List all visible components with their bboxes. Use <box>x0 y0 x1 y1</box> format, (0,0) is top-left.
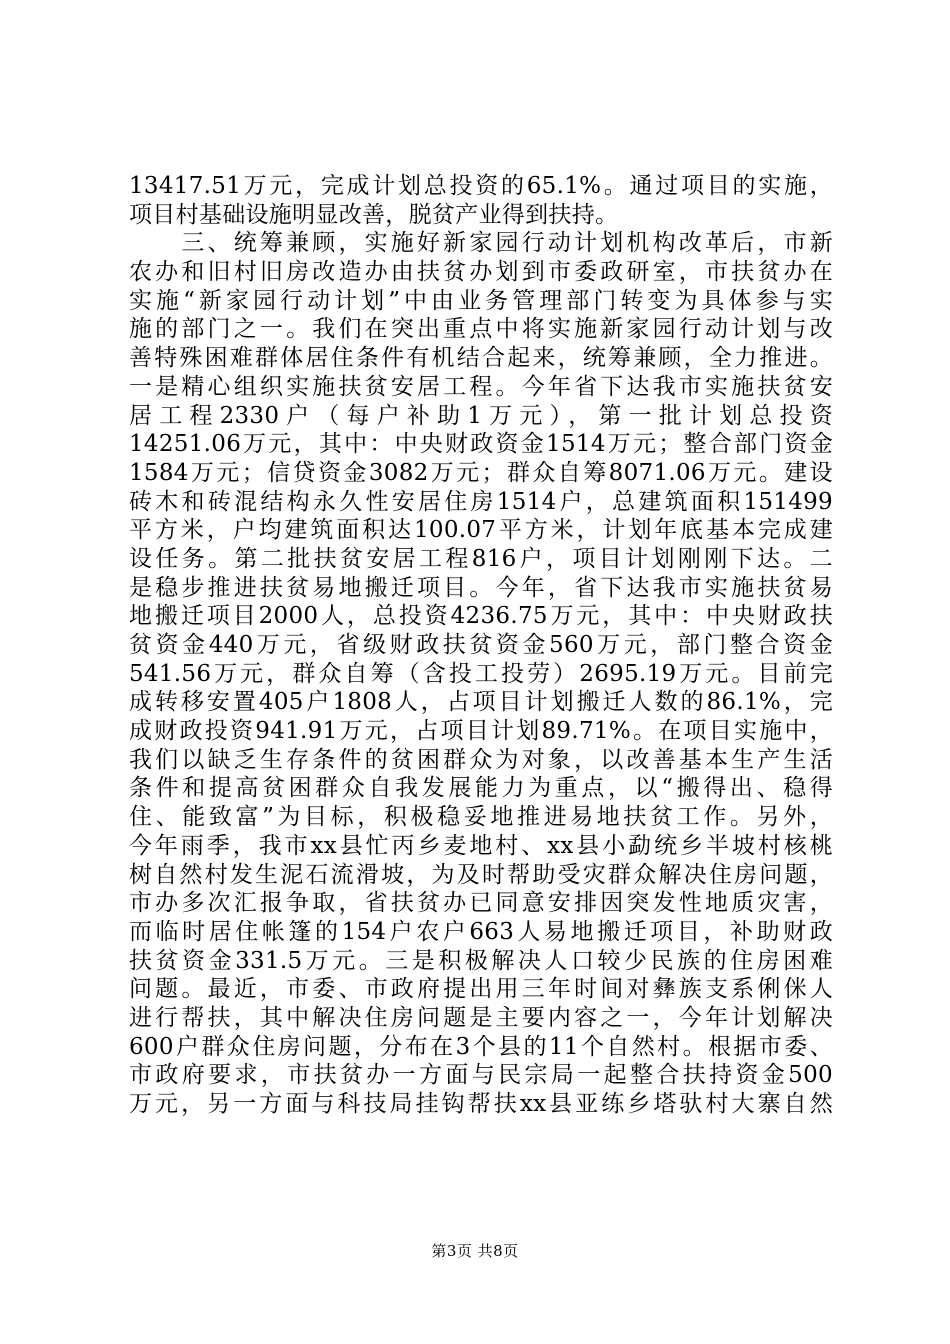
text-line: 成转移安置405户1808人，占项目计划搬迁人数的86.1%，完 <box>129 689 833 716</box>
text-line: 一是精心组织实施扶贫安居工程。今年省下达我市实施扶贫安 <box>129 373 833 400</box>
text-line: 三、统筹兼顾，实施好新家园行动计划机构改革后，市新 <box>129 230 833 257</box>
text-line: 541.56万元，群众自筹（含投工投劳）2695.19万元。目前完 <box>129 660 833 687</box>
text-line: 万元，另一方面与科技局挂钩帮扶xx县亚练乡塔驮村大寨自然 <box>129 1091 833 1117</box>
text-line: 树自然村发生泥石流滑坡，为及时帮助受灾群众解决住房问题， <box>129 861 833 888</box>
text-line: 条件和提高贫困群众自我发展能力为重点，以“搬得出、稳得 <box>129 775 833 802</box>
text-line: 施的部门之一。我们在突出重点中将实施新家园行动计划与改 <box>129 316 833 343</box>
text-line: 扶贫资金331.5万元。三是积极解决人口较少民族的住房困难 <box>129 947 833 974</box>
text-line: 我们以缺乏生存条件的贫困群众为对象，以改善基本生产生活 <box>129 746 833 773</box>
text-line: 居工程2330户（每户补助1万元），第一批计划总投资 <box>129 402 833 429</box>
text-line: 市办多次汇报争取，省扶贫办已同意安排因突发性地质灾害， <box>129 890 833 917</box>
text-line: 砖木和砖混结构永久性安居住房1514户，总建筑面积151499 <box>129 488 833 515</box>
text-line: 成财政投资941.91万元，占项目计划89.71%。在项目实施中， <box>129 718 833 745</box>
text-line: 地搬迁项目2000人，总投资4236.75万元，其中：中央财政扶 <box>129 603 833 630</box>
text-line: 住、能致富”为目标，积极稳妥地推进易地扶贫工作。另外， <box>129 804 833 831</box>
text-line: 1584万元；信贷资金3082万元；群众自筹8071.06万元。建设 <box>129 459 833 486</box>
text-line: 13417.51万元，完成计划总投资的65.1%。通过项目的实施， <box>129 173 833 199</box>
text-line: 14251.06万元，其中：中央财政资金1514万元；整合部门资金 <box>129 431 833 458</box>
text-line: 进行帮扶，其中解决住房问题是主要内容之一，今年计划解决 <box>129 1004 833 1031</box>
text-line: 问题。最近，市委、市政府提出用三年时间对彝族支系俐侎人 <box>129 976 833 1003</box>
text-line: 600户群众住房问题，分布在3个县的11个自然村。根据市委、 <box>129 1033 833 1060</box>
text-line: 实施“新家园行动计划”中由业务管理部门转变为具体参与实 <box>129 287 833 314</box>
text-line: 平方米，户均建筑面积达100.07平方米，计划年底基本完成建 <box>129 517 833 544</box>
text-line: 设任务。第二批扶贫安居工程816户，项目计划刚刚下达。二 <box>129 545 833 572</box>
text-line: 善特殊困难群体居住条件有机结合起来，统筹兼顾，全力推进。 <box>129 345 833 372</box>
text-line: 农办和旧村旧房改造办由扶贫办划到市委政研室，市扶贫办在 <box>129 259 833 286</box>
text-line: 今年雨季，我市xx县忙丙乡麦地村、xx县小勐统乡半坡村核桃 <box>129 832 833 859</box>
page-footer: 第3页 共8页 <box>431 1242 519 1260</box>
text-line: 贫资金440万元，省级财政扶贫资金560万元，部门整合资金 <box>129 632 833 658</box>
body-text <box>129 172 833 1119</box>
text-line: 是稳步推进扶贫易地搬迁项目。今年，省下达我市实施扶贫易 <box>129 574 833 601</box>
text-line: 项目村基础设施明显改善，脱贫产业得到扶持。 <box>129 201 619 228</box>
text-line: 而临时居住帐篷的154户农户663人易地搬迁项目，补助财政 <box>129 918 833 945</box>
text-line: 市政府要求，市扶贫办一方面与民宗局一起整合扶持资金500 <box>129 1062 833 1089</box>
